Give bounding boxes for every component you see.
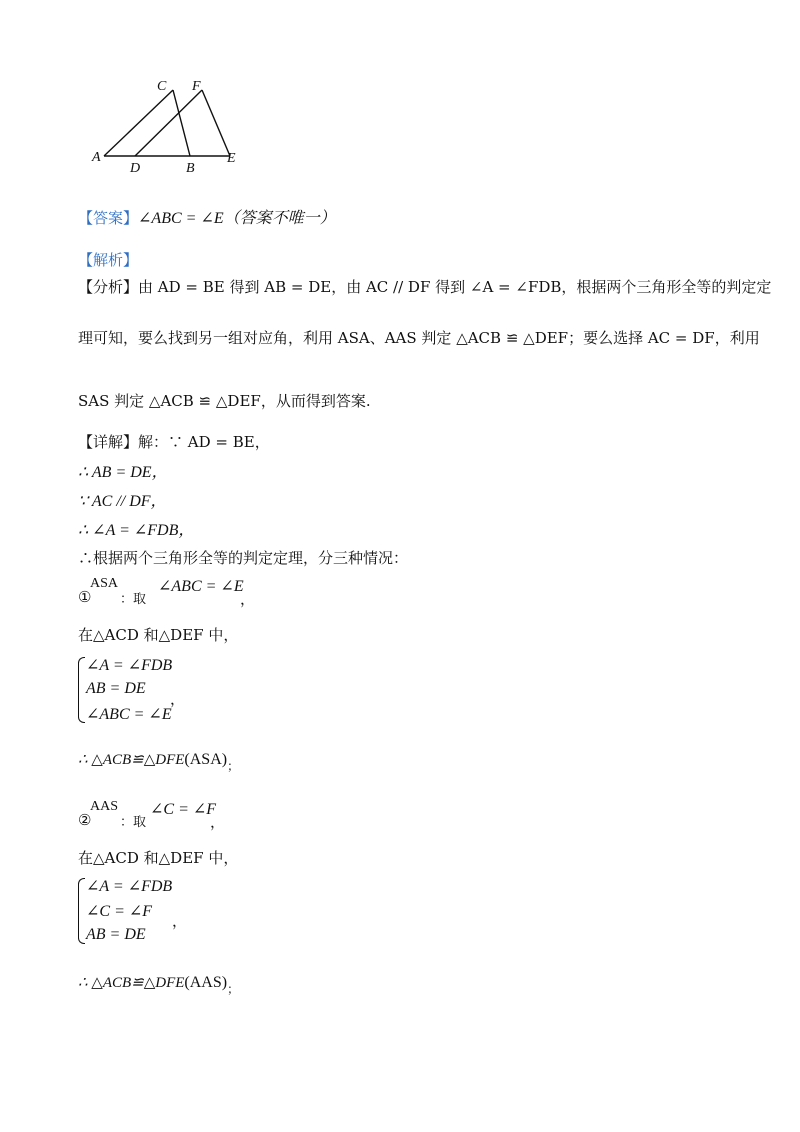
case-2-brace bbox=[78, 878, 85, 944]
case-2-intro: 在△ACD 和△DEF 中， bbox=[78, 849, 239, 867]
detail-step-1: ∴ AB = DE， bbox=[78, 464, 168, 481]
case-1-sys-comma: ， bbox=[170, 690, 186, 708]
case-1-comma: ， bbox=[240, 590, 256, 608]
detail-step-2: ∵ AC // DF， bbox=[78, 493, 167, 510]
fenxi-tag: 【分析】 bbox=[78, 278, 139, 296]
case-1-condition: ∠ABC = ∠E bbox=[158, 578, 244, 595]
case-2-method: AAS bbox=[90, 799, 119, 814]
point-label-e: E bbox=[227, 151, 236, 166]
case-1-method: ASA bbox=[90, 576, 119, 591]
detail-step-4: ∴根据两个三角形全等的判定定理，分三种情况： bbox=[78, 549, 409, 567]
case-2-comma: ， bbox=[210, 813, 226, 831]
case-2-number: ② bbox=[78, 811, 92, 829]
case-1-sys-1: ∠A = ∠FDB bbox=[86, 657, 173, 674]
case-1-reason: (ASA) bbox=[184, 751, 228, 768]
analysis-line-3: SAS 判定 △ACB ≌ △DEF，从而得到答案. bbox=[78, 392, 371, 410]
triangle-figure bbox=[80, 70, 260, 180]
analysis-text-1: 由 AD = BE 得到 AB = DE，由 AC // DF 得到 ∠A = ∠FDB，根据两个三角形全等的判定定 bbox=[138, 278, 772, 296]
answer-tag: 【答案】 bbox=[78, 209, 139, 227]
point-label-a: A bbox=[92, 150, 101, 165]
case-1-conclusion: ∴ △ACB≌△DFE bbox=[78, 752, 185, 768]
case-2-sys-3: AB = DE bbox=[86, 926, 146, 943]
point-label-c: C bbox=[157, 79, 167, 94]
case-2-end: ； bbox=[227, 982, 240, 996]
case-1-take: ：取 bbox=[120, 592, 147, 607]
point-label-b: B bbox=[186, 161, 195, 176]
case-2-sys-2: ∠C = ∠F bbox=[86, 903, 153, 920]
answer-text: ∠ABC = ∠E（答案不唯一） bbox=[138, 210, 336, 227]
answer-line bbox=[78, 205, 336, 228]
case-2-sys-comma: ， bbox=[172, 912, 188, 930]
case-2-reason: (AAS) bbox=[184, 974, 228, 991]
case-1-end: ； bbox=[227, 759, 240, 773]
case-1-number: ① bbox=[78, 588, 92, 606]
segment-ac bbox=[104, 90, 173, 156]
case-2-conclusion-line bbox=[78, 973, 239, 997]
segment-df bbox=[135, 90, 202, 156]
analysis-line-2: 理可知，要么找到另一组对应角，利用 ASA、AAS 判定 △ACB ≌ △DEF；要么选择 AC = DF，利用 bbox=[78, 329, 760, 347]
case-2-conclusion: ∴ △ACB≌△DFE bbox=[78, 975, 185, 991]
case-2-take: ：取 bbox=[120, 815, 147, 830]
case-1-intro: 在△ACD 和△DEF 中， bbox=[78, 626, 239, 644]
detail-tag: 【详解】 bbox=[78, 433, 139, 451]
case-1-sys-2: AB = DE bbox=[86, 680, 146, 697]
detail-line-lead bbox=[78, 431, 270, 452]
point-label-d: D bbox=[130, 161, 141, 176]
case-1-brace bbox=[78, 657, 85, 723]
case-2-condition: ∠C = ∠F bbox=[150, 801, 217, 818]
case-1-conclusion-line bbox=[78, 750, 239, 774]
point-label-f: F bbox=[192, 79, 201, 94]
detail-step-3: ∴ ∠A = ∠FDB， bbox=[78, 522, 195, 539]
case-2-sys-1: ∠A = ∠FDB bbox=[86, 878, 173, 895]
case-1-sys-3: ∠ABC = ∠E bbox=[86, 706, 172, 723]
analysis-tag: 【解析】 bbox=[78, 251, 139, 269]
segment-cb bbox=[173, 90, 190, 156]
analysis-line-1 bbox=[78, 276, 771, 297]
detail-lead: 解：∵ AD = BE， bbox=[138, 433, 270, 451]
segment-fe bbox=[202, 90, 230, 156]
